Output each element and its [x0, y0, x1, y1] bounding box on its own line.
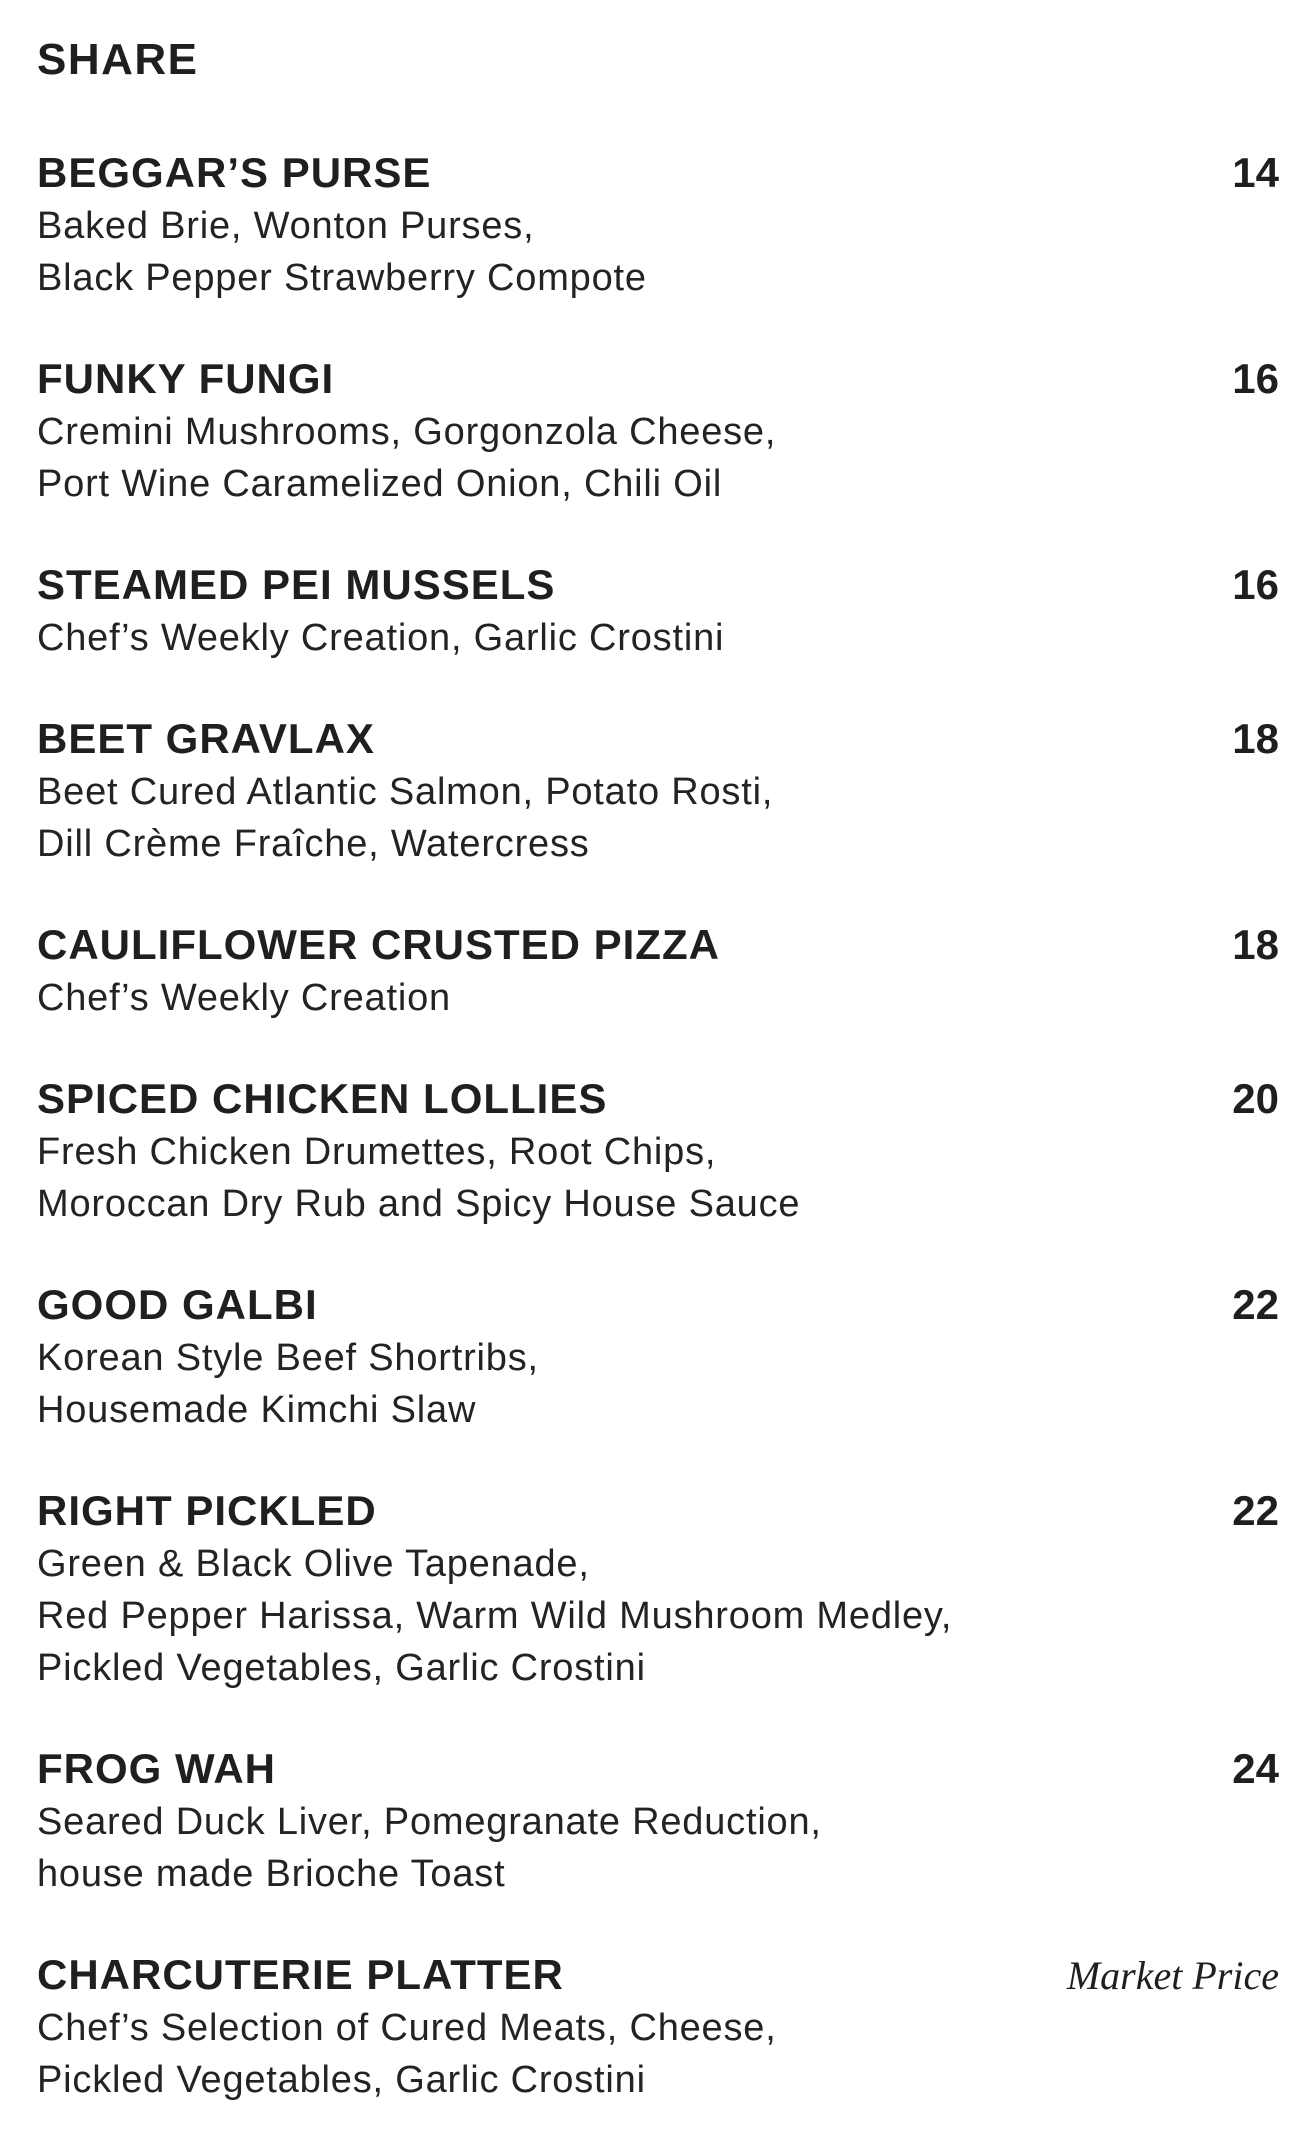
menu-item-name: FUNKY FUNGI: [37, 355, 335, 402]
menu-item: [37, 1948, 1279, 2106]
menu-item-description: [37, 1332, 1279, 1436]
menu-item-name: RIGHT PICKLED: [37, 1487, 377, 1534]
menu-item-description: [37, 972, 1279, 1024]
menu-item-header: [37, 146, 1279, 200]
menu-item-price: 22: [1232, 1487, 1279, 1534]
menu-item-description: [37, 766, 1279, 870]
menu-item-description: [37, 1796, 1279, 1900]
menu-page: [37, 30, 1279, 2154]
description-line: Pickled Vegetables, Garlic Crostini: [37, 2059, 646, 2101]
menu-item-price: 18: [1232, 921, 1279, 968]
menu-item: [37, 558, 1279, 664]
description-line: Black Pepper Strawberry Compote: [37, 257, 647, 299]
menu-item-name: CAULIFLOWER CRUSTED PIZZA: [37, 921, 720, 968]
menu-item-header: [37, 712, 1279, 766]
menu-item-name: FROG WAH: [37, 1745, 276, 1792]
description-line: Moroccan Dry Rub and Spicy House Sauce: [37, 1183, 801, 1225]
description-line: Red Pepper Harissa, Warm Wild Mushroom Medley,: [37, 1595, 953, 1637]
menu-item-description: [37, 612, 1279, 664]
menu-item-name: BEET GRAVLAX: [37, 715, 375, 762]
description-line: Cremini Mushrooms, Gorgonzola Cheese,: [37, 411, 777, 453]
menu-item: [37, 918, 1279, 1024]
description-line: house made Brioche Toast: [37, 1853, 506, 1895]
menu-item-description: [37, 200, 1279, 304]
description-line: Chef’s Selection of Cured Meats, Cheese,: [37, 2007, 777, 2049]
menu-item-price: 16: [1232, 561, 1279, 608]
menu-item-header: [37, 918, 1279, 972]
menu-item-name: GOOD GALBI: [37, 1281, 318, 1328]
menu-item-price: 14: [1232, 149, 1279, 196]
menu-item-description: [37, 1126, 1279, 1230]
description-line: Korean Style Beef Shortribs,: [37, 1337, 539, 1379]
section-title: SHARE: [37, 35, 199, 84]
menu-item-header: [37, 352, 1279, 406]
menu-item-price: 16: [1232, 355, 1279, 402]
menu-item-description: [37, 406, 1279, 510]
menu-item-name: STEAMED PEI MUSSELS: [37, 561, 556, 608]
menu-item-price: 22: [1232, 1281, 1279, 1328]
menu-item-name: CHARCUTERIE PLATTER: [37, 1951, 564, 1998]
menu-item: [37, 146, 1279, 304]
menu-item-price: Market Price: [1066, 1953, 1279, 1998]
menu-item-price: 20: [1232, 1075, 1279, 1122]
description-line: Beet Cured Atlantic Salmon, Potato Rosti,: [37, 771, 774, 813]
description-line: Fresh Chicken Drumettes, Root Chips,: [37, 1131, 717, 1173]
menu-item-header: [37, 1072, 1279, 1126]
description-line: Pickled Vegetables, Garlic Crostini: [37, 1647, 646, 1689]
description-line: Chef’s Weekly Creation: [37, 977, 451, 1019]
menu-item-price: 24: [1232, 1745, 1279, 1792]
menu-item-description: [37, 2002, 1279, 2106]
description-line: Green & Black Olive Tapenade,: [37, 1543, 590, 1585]
menu-item-header: [37, 1948, 1279, 2002]
menu-item-description: [37, 1538, 1279, 1694]
description-line: Baked Brie, Wonton Purses,: [37, 205, 535, 247]
description-line: Chef’s Weekly Creation, Garlic Crostini: [37, 617, 725, 659]
menu-item: [37, 1742, 1279, 1900]
menu-item-name: SPICED CHICKEN LOLLIES: [37, 1075, 608, 1122]
menu-item-header: [37, 1484, 1279, 1538]
menu-item: [37, 1278, 1279, 1436]
menu-item: [37, 712, 1279, 870]
description-line: Dill Crème Fraîche, Watercress: [37, 823, 590, 865]
menu-item-price: 18: [1232, 715, 1279, 762]
description-line: Seared Duck Liver, Pomegranate Reduction,: [37, 1801, 822, 1843]
menu-item-list: [37, 146, 1279, 2106]
menu-item: [37, 1484, 1279, 1694]
menu-item-header: [37, 558, 1279, 612]
menu-item-header: [37, 1278, 1279, 1332]
menu-item-name: BEGGAR’S PURSE: [37, 149, 432, 196]
menu-item: [37, 1072, 1279, 1230]
description-line: Housemade Kimchi Slaw: [37, 1389, 477, 1431]
description-line: Port Wine Caramelized Onion, Chili Oil: [37, 463, 723, 505]
menu-item: [37, 352, 1279, 510]
menu-item-header: [37, 1742, 1279, 1796]
